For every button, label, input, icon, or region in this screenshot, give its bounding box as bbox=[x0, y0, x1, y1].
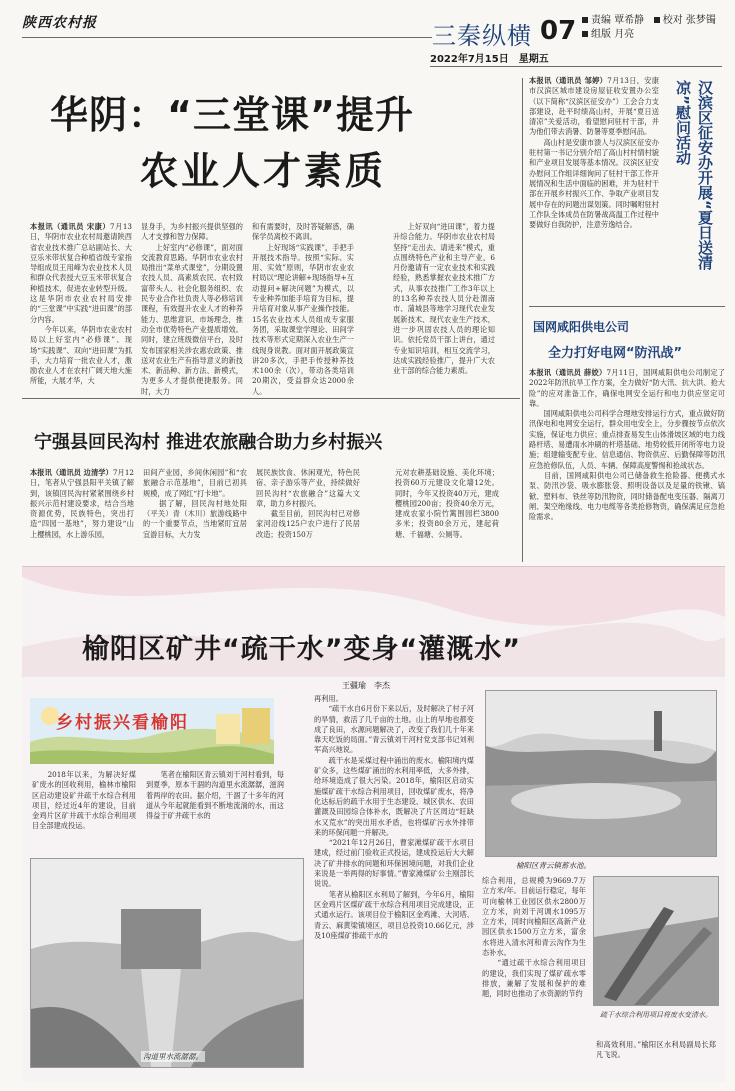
banner-text: 乡村振兴看榆阳 bbox=[56, 713, 189, 733]
caption-right-top: 榆阳区青云镇蓄水池。 bbox=[516, 861, 591, 870]
photo-reservoir bbox=[485, 690, 717, 857]
feature-col5: 和高效利用。”榆阳区水利局副局长郑凡飞说。 bbox=[596, 1040, 716, 1060]
feature-headline: 榆阳区矿井“疏干水”变身“灌溉水” bbox=[82, 634, 521, 665]
feature-col1: 2018年以来，为解决好煤矿废水的回收利用，榆林市榆阳区启动建设矿井疏干水综合利用项目，经过近4年的建设，目前金鸡片区矿井疏干水综合利用项目全部建成投运。 bbox=[32, 770, 136, 831]
article2-col3: 展民族饮食、休闲观光，特色民宿、亲子游乐等产业，持续做好回民沟村“农旅融合”这篇大文章，助力乡村振兴。 截至目前，回民沟村已对修家河沿线125户农户进行了民居改造；投资150万 bbox=[256, 468, 360, 539]
article1-col1: 本报讯（通讯员 宋康）7月13日，华阴市农业农村局邀请陕西省农业技术推广总站副站长、大豆乐米带状复合种植省级专家指导组成员王用峰为农业技术人员和群众代表授大豆玉米带状复合种植技术，促进农业转型升级。这是华阴市农业农村局安排的“三堂课”中实践“进田课”的部分内容。 今年以来，华阴市农业农村局以上好室内“必修课”、现场“实践课”、双向“进田课”为抓手，大力培育一批农业人才，激励农业人才在农村广阔天地大施所能，大展才华，大 bbox=[30, 222, 132, 386]
article3-divider bbox=[529, 306, 725, 307]
channel-image bbox=[31, 859, 303, 1067]
credits: 责编 覃希静 校对 张梦镯 组版 月亮 bbox=[582, 14, 716, 42]
photo-pipeline bbox=[593, 876, 719, 1006]
article4-headline: 全力打好电网“防汛战” bbox=[548, 346, 683, 361]
feature-col3: 再利用。 “疏干水自6月份下来以后，及时解决了村子河的旱情，救活了几千亩的土地。山上的旱地也都变成了良田，水源问题解决了，改变了我们几十年来靠天吃饭的局面。”青云镇刘干河村党支部书记刘利军高兴地说。 疏干水是采煤过程中涌出的废水。榆阳境内煤矿众多，这些煤矿涌出的水利用率低，大多外排，给环境造成了很大污染。2018年，榆阳区启动实施煤矿疏干水综合利用项目，回收煤矿废水，将净化达标后的疏干水用于生态建设、城区供水、农田灌溉及田园综合体补水，既解决了片区周边“旺缺水又荒水”的突出用水矛盾，也将煤矿污水外排带来的环保问题一并解决。 “2021年12月26日，曹家滩煤矿疏干水项目建成，经过前门验收正式投运，建成投运后大大解决了矿井排水的问题和环保困境问题，对我们企业来说是一举两得的好事情。”曹家滩煤矿公主刚部长说说。 笔者从榆阳区水利局了解到，今年6月，榆阳区金鸡片区煤矿疏干水综合利用项目完成建设，正式通水运行。该项目位于榆阳区金鸡滩、大河塔、青云、麻黄梁镇境区，项目总投资10.66亿元，涉及10座煤矿排疏干水的 bbox=[314, 694, 474, 940]
masthead-rule-right bbox=[430, 66, 722, 67]
feature-col4: 综合利用，总规模为9669.7万立方米/年。目前运行稳定，每年可向榆林工业园区供水2800万立方米，向刘干河调水1095万立方米，同时向榆阳区高新产业园区供水1500万立方米，富余水将进入清水河和青云沟作为生态补水。 “通过疏干水综合利用项目的建设，我们实现了煤矿疏水零排放，兼解了发展和保护的难题，同时也推动了水资源的节约 bbox=[482, 876, 586, 999]
article2-col4: 元对农耕基础设施、美化环境；投资60万元建设文化墙12处。同时，今年又投资40万元，建成樱桃园200亩；投资40余万元，建成农家小院竹篱围园栏3800多米；投资80余万元，建起荷塘、千福塘、公厕等。 bbox=[395, 468, 499, 539]
caption-right-bottom: 疏干水综合利用项目将废水变清水。 bbox=[600, 1011, 712, 1019]
article1-divider bbox=[22, 398, 520, 399]
date-line: 2022年7月15日 星期五 bbox=[430, 54, 549, 65]
article1-col3: 和有需要时，及时答疑解惑，确保学员离校不离训。 上好现场“实践课”，手把手开展技术指导。按照“实际、实用、实效”原则，华阴市农业农村局以“理论讲解+现场指导+互动提问+解决问题”为模式，以专业种养加能手培育为目标，提升培育对象从事产业操作技能。15名农业技术人员组成专家服务团，采取课堂学理论、田间学技术等形式定期深入农业生产一线现身说教。面对面开展政策宣讲20多次，手把手传授种养技术100余（次），带动各类培训20期次，受益群众达2000余人。 bbox=[252, 222, 354, 396]
article1-headline-line2: 农业人才素质 bbox=[140, 149, 387, 193]
article2-headline: 宁强县回民沟村 推进农旅融合助力乡村振兴 bbox=[34, 432, 383, 453]
photo-channel bbox=[30, 858, 304, 1068]
article3-body: 本报讯（通讯员 邹婷）7月13日，安康市汉滨区城市建设房屋征收安置办公室（以下简称“汉滨区征安办”）工会合力支部建设，赴平时绩高山村，开展“夏日送清凉”关爱活动，看望慰问驻村干部，并为他们带去消暑、防暑等夏季慰问品。 高山村是安康市溃人与汉滨区征安办驻村第一书记分别介绍了高山村村情村貌和产业项目发展等基本情况。汉滨区征安办慰问工作组详细询问了驻村干部工作开展情况和生活中面临的困难，并为驻村干部在开展乡村振兴工作、争取产业项目发展中存在的问题出谋划策。同时嘱咐驻村工作队全体成员在防暑战高温工作过程中要做好自我防护，注意劳逸结合。 bbox=[529, 76, 659, 230]
pipeline-image bbox=[594, 877, 718, 1005]
caption-left: 沟道里水流潺潺。 bbox=[143, 1052, 203, 1061]
page-number: 07 bbox=[540, 16, 577, 46]
article4-body: 本报讯（通讯员 薛姣）7月11日，国网咸阳供电公司制定了2022年防汛抗旱工作方案，全力做好“防大汛、抗大洪、抢大险”的应对准备工作，确保电网安全运行和电力供应坚定可靠。 国网咸阳供电公司科学合理地安排运行方式，重点做好防汛保电和电网安全运行，群众用电安全上，分步骤按节点依次实施，保证电力供应；重点排查易发生山体滑坡区域的电力线路杆塔、易遭雨水冲刷的杆塔基础、地势较低开闭所等电力设施；组建输变配专业、信息通信、物资供应、后勤保障等防汛应急抢修队伍，人员、车辆、保障高度警惕和抢战状态。 目前，国网咸阳供电公司已储备救生抢险器、便携式水泵、防汛沙袋、吸水膨胀袋、照明设备以及足量的铁锹、镐锨、塑料布、铁丝等防汛物资，同时储备配电变压器、隔离刀闸、架空绝缘线、电力电缆等各类抢修物资，确保满足应急抢险需求。 bbox=[529, 368, 725, 522]
masthead-rule bbox=[22, 37, 432, 38]
article3-headline-vertical: 汉滨区征安办开展“夏日送清凉”慰问活动 bbox=[674, 80, 714, 270]
article2-col1: 本报讯（通讯员 边清学）7月12日，笔者从宁强县阳平关镇了解到，该镇回民沟村紧紧围绕乡村振兴示范村建设要求，结合当地资源优势，民族特色，突出打造“四园一基地”，努力建设“山上樱桃园，水上游乐园， bbox=[30, 468, 134, 539]
feature-banner bbox=[30, 698, 274, 764]
article2-col2: 田间产业园，乡间休闲园”和“农旅融合示范基地”，目前已初具规模，成了网红“打卡地”。 据了解，回民沟村地处阳（平关）青（木川）旅游线路中的一个重要节点，当地紧盯宜居宜游目标，大力发 bbox=[143, 468, 247, 539]
feature-col2: 笔者在榆阳区青云镇刘干河村看到，每到夏季，原本干涸的沟道里水流潺潺，滋润着两岸的农田。据介绍，干涸了十多年的河道从今年起就能看到不断地流淌的水，而这得益于矿井疏干水的 bbox=[146, 770, 284, 821]
article1-col4: 上好双向“进田课”，着力提升综合能力。华阴市农业农村局坚持“走出去、请进来”模式，重点围绕特色产业和主导产业，6月份邀请有一定农业技术和实践经验，熟悉掌握农业技术推广方式，从事农技推广工作3年以上的13名种养农技人员分赴渭南市、蒲城县等地学习现代农业发展新技术、现代农业生产技术，进一步巩固农技人员的理论知识。依托党员干部上讲台，通过专业知识培训，相互交流学习，达成实践经验推广，提升广大农业干部的综合能力素质。 bbox=[393, 222, 495, 376]
vertical-divider bbox=[522, 78, 523, 562]
section-title: 三秦纵横 bbox=[432, 22, 532, 50]
article1-headline-line1: 华阴：“三堂课”提升 bbox=[50, 93, 414, 137]
reservoir-image bbox=[486, 691, 716, 856]
feature-authors: 王疆瑜 李杰 bbox=[342, 681, 390, 690]
article1-col2: 显身手，为乡村振兴提供坚强的人才支撑和智力保障。 上好室内“必修课”，面对面交流教育思路。华阴市农业农村局推出“菜单式课堂”，分期设置农技人员、高素质农民、农村致富带头人、社会化服务组织、农民专业合作社负责人等必修培训课程，有效提升农业人才的种养能力、思维意识、市场理念，推动全市优势特色产业提质增效。同时，建立班级微信平台，及时发布国家相关涉农惠农政策、推送对农业生产有指导意义的新技术、新品种、新方法、新模式，为更多人才提供便捷服务。同时，大力 bbox=[141, 222, 243, 396]
article4-kicker: 国网咸阳供电公司 bbox=[533, 320, 630, 334]
newspaper-logo: 陕西农村报 bbox=[22, 15, 97, 31]
